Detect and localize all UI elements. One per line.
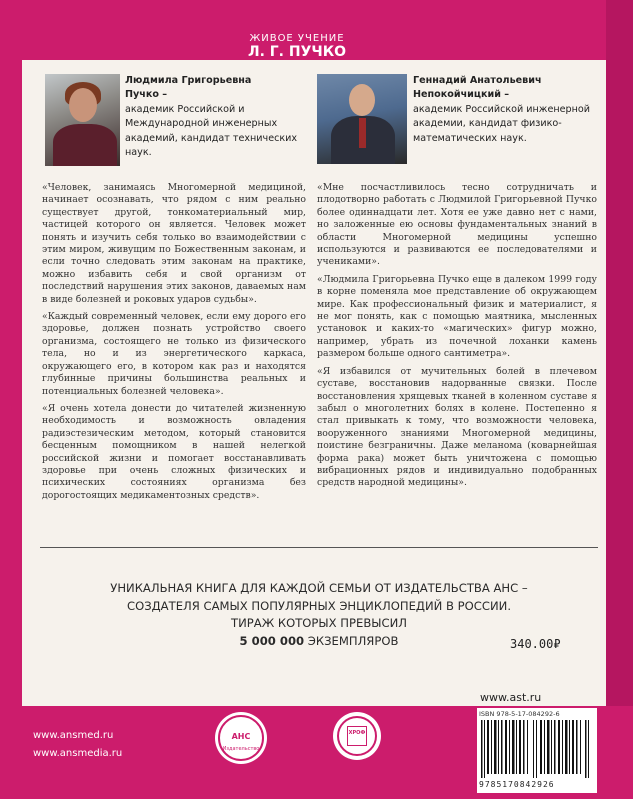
ean-number: 9785170842926	[479, 780, 555, 789]
divider	[40, 547, 598, 548]
author-title: Л. Г. ПУЧКО	[247, 44, 347, 60]
author-name-line1: Людмила Григорьевна	[125, 75, 252, 86]
price-sticker: 340.00₽	[510, 637, 561, 651]
promo-line3: ТИРАЖ КОТОРЫХ ПРЕВЫСИЛ	[231, 616, 407, 630]
quotes-left-column	[42, 182, 306, 507]
promo-count-unit: ЭКЗЕМПЛЯРОВ	[304, 633, 399, 648]
quote-paragraph: «Человек, занимаясь Многомерной медициной, начинает осознавать, что рядом с ним реально существует другой, тонкоматериальный мир, частицей которого он является. Человек может понять и изучить себя только во взаимодействии с этим миром, живущим по Божественным законам, и если точно следовать этим законам на практике, можно избавить себя и свой организм от последствий нарушения этих законов, даваемых нам в виде болезней и роковых ударов судьбы».	[42, 182, 306, 305]
series-title: ЖИВОЕ УЧЕНИЕ	[249, 33, 345, 44]
quote-paragraph: «Людмила Григорьевна Пучко еще в далеком 1999 году в корне поменяла мое представление об окружающем мире. Как профессиональный физик и материалист, я не мог понять, как с помощью маятника, мысленных установок и каких-то «магических» фигур можно, например, убрать из почечной лоханки камень размером больше одного сантиметра».	[317, 273, 597, 360]
quotes-right-column	[317, 182, 597, 495]
website-ansmedia: www.ansmedia.ru	[33, 748, 123, 759]
promo-line1: УНИКАЛЬНАЯ КНИГА ДЛЯ КАЖДОЙ СЕМЬИ ОТ ИЗДАТЕЛЬСТВА АНС –	[110, 581, 528, 595]
author-photo-puchko	[45, 74, 120, 166]
author-desc: академик Российской и Международной инженерных академий, кандидат технических наук.	[125, 103, 298, 159]
barcode-bars	[479, 720, 593, 778]
author-name-line2: Непокойчицкий –	[413, 89, 510, 101]
spine-edge	[606, 0, 633, 799]
quote-paragraph: «Мне посчастливилось тесно сотрудничать и плодотворно работать с Людмилой Григорьевной Пучко более одиннадцати лет. Хотя ее уже давно нет с нами, но заложенные ею основы фундаментальных знаний в области Многомерной медицины успешно используются и развиваются ее последователями и учениками».	[317, 182, 597, 268]
website-ansmed: www.ansmed.ru	[33, 730, 114, 741]
author-bio-puchko	[125, 74, 305, 160]
author-photo-nepokoychitsky	[317, 74, 407, 164]
isbn-text: ISBN 978-5-17-084292-6	[479, 710, 560, 718]
author-desc: академик Российской инженерной академии, кандидат физико-математических наук.	[413, 103, 590, 144]
logo-ans-text: АНС	[231, 732, 251, 741]
promo-count: 5 000 000	[239, 633, 305, 648]
ans-publisher-logo	[215, 712, 267, 764]
author-name-line1: Геннадий Анатольевич	[413, 75, 542, 86]
logo-hrf-text: ХРОФ	[348, 730, 366, 736]
logo-ans-subtext: Издательство	[222, 746, 260, 752]
quote-paragraph: «Каждый современный человек, если ему дорого его здоровье, должен познать устройство своего организма, состоящего не только из физического тела, но и из энергетического каркаса, окружающего его, в котором как раз и находятся глубинные причины большинства реальных и потенциальных болезней человека».	[42, 311, 306, 397]
quote-paragraph: «Я избавился от мучительных болей в плечевом суставе, восстановив надорванные связки. После восстановления хрящевых тканей в коленном суставе я забыл о многолетних болях в колене. Постепенно я стал привыкать к тому, что возможности человека, вооруженного знаниями Многомерной медицины, поистине безграничны. Даже меланома (коварнейшая форма рака) может быть уничтожена с помощью вибрационных рядов и индивидуально подобранных средств народной медицины».	[317, 365, 597, 489]
website-ast: www.ast.ru	[480, 691, 542, 704]
quote-paragraph: «Я очень хотела донести до читателей жизненную необходимость и возможность овладения радиэстезическим методом, который становится бесценным помощником в нашей нелегкой российской жизни и помогает восстанавливать здоровье при очень сложных физических и психических состояниях организма без дорогостоящих медикаментозных средств».	[42, 402, 306, 501]
author-name-line2: Пучко –	[125, 89, 168, 101]
author-bio-nepokoychitsky	[413, 74, 598, 146]
promo-line2: СОЗДАТЕЛЯ САМЫХ ПОПУЛЯРНЫХ ЭНЦИКЛОПЕДИЙ В РОССИИ.	[126, 598, 512, 613]
barcode	[477, 708, 597, 793]
hrf-logo	[333, 712, 381, 760]
